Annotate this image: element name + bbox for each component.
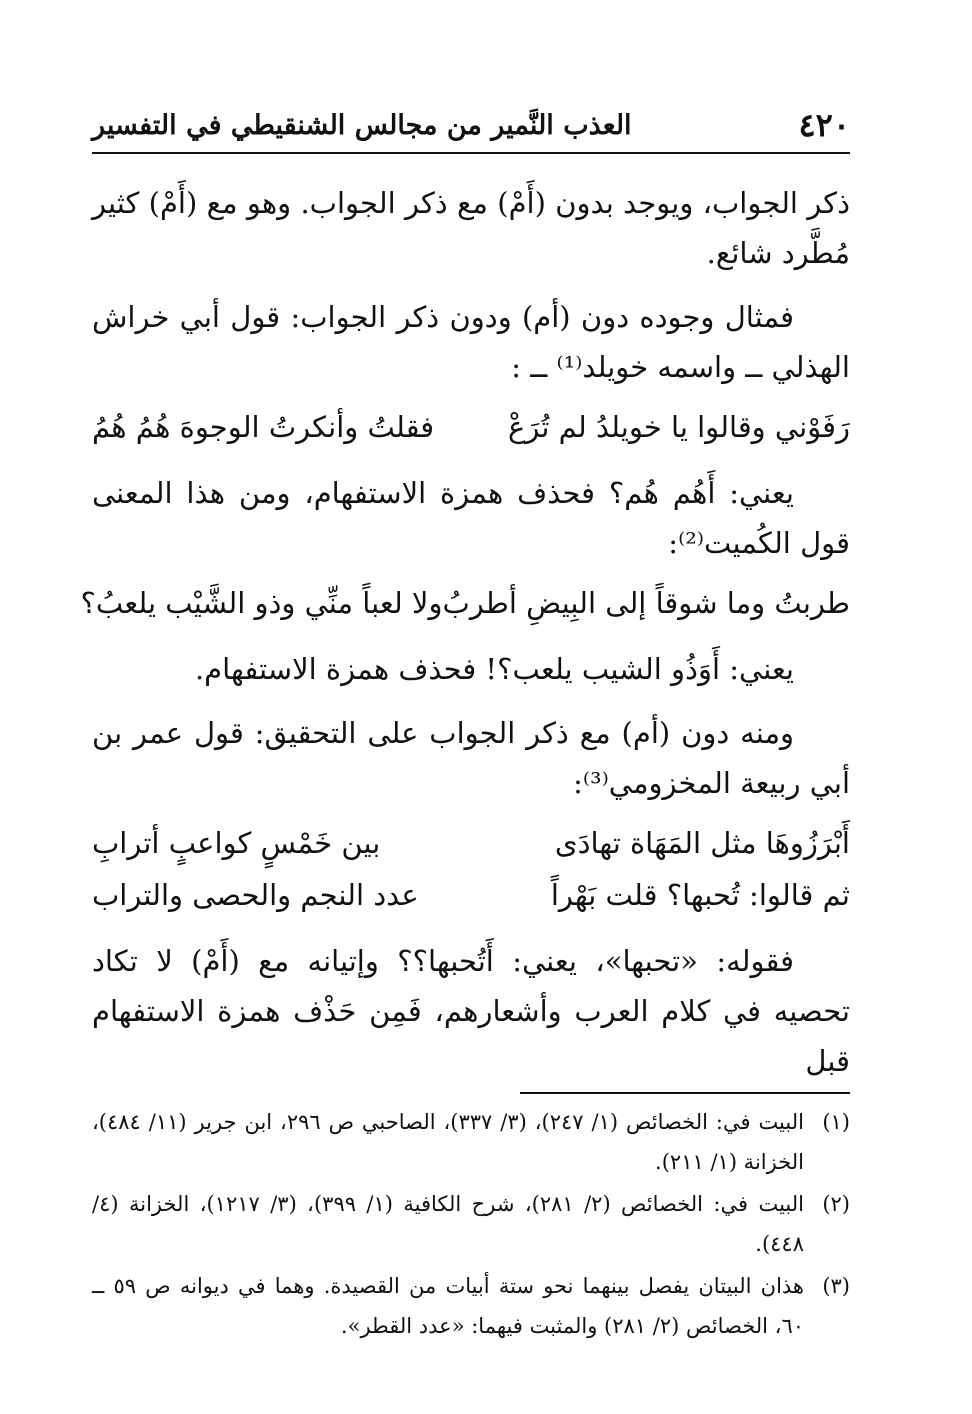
footnote [92,1266,850,1346]
footnote-text: البيت في: الخصائص (٢/ ٢٨١)، شرح الكافية (١/ ٣٩٩)، (٣/ ١٢١٧)، الخزانة (٤/ ٤٤٨). [92,1192,804,1256]
header-divider [92,152,850,154]
running-title: العذب النَّمير من مجالس الشنقيطي في التفسير [92,110,632,141]
verse-second-hemistich: عدد النجم والحصى والتراب [92,878,419,912]
footnote-marker: (٢) [822,1192,850,1216]
verse-first-hemistich: ثم قالوا: تُحبها؟ قلت بَهْراً [550,878,850,912]
footnote-divider [520,1092,850,1094]
footnote-marker: (١) [822,1110,850,1134]
verse-first-hemistich: طربتُ وما شوقاً إلى البِيضِ أطربُ [442,586,850,620]
paragraph: ومنه دون (أم) مع ذكر الجواب على التحقيق: قول عمر بن أبي ربيعة المخزومي⁽³⁾: [92,716,850,800]
footnote [92,1184,850,1264]
verse-first-hemistich: أَبْرَزُوهَا مثل المَهَاة تهادَى [554,826,850,860]
footnote [92,1102,850,1182]
verse-first-hemistich: رَفَوْني وقالوا يا خويلدُ لم تُرَعْ [508,410,850,444]
verse-line [92,818,850,870]
page-header [92,106,850,152]
verse-second-hemistich: فقلتُ وأنكرتُ الوجوهَ هُمُ هُمُ [92,410,435,444]
footnotes [92,1102,850,1348]
verse-line [92,870,850,922]
verse-second-hemistich: بين خَمْسٍ كواعبٍ أترابِ [92,826,381,860]
footnote-text: هذان البيتان يفصل بينهما نحو ستة أبيات من القصيدة. وهما في ديوانه ص ٥٩ ــ ٦٠، الخصائص (٢/ ٢٨١) والمثبت فيهما: «عدد القطر». [92,1274,805,1338]
verse-line [80,578,850,630]
footnote-text: البيت في: الخصائص (١/ ٢٤٧)، (٣/ ٣٣٧)، الصاحبي ص ٢٩٦، ابن جرير (١١/ ٤٨٤)، الخزانة (١/ ٢١١). [92,1110,804,1174]
paragraph: يعني: أَهُم هُم؟ فحذف همزة الاستفهام، ومن هذا المعنى قول الكُميت⁽²⁾: [92,476,850,560]
main-text [80,178,850,1086]
page-number: ٤٢٠ [798,106,850,144]
verse-line [92,402,850,454]
paragraph: فمثال وجوده دون (أم) ودون ذكر الجواب: قول أبي خراش الهذلي ــ واسمه خويلد⁽¹⁾ ــ : [92,300,850,384]
footnote-marker: (٣) [822,1274,850,1298]
paragraph: فقوله: «تحبها»، يعني: أَتُحبها؟؟ وإتيانه مع (أَمْ) لا تكاد تحصيه في كلام العرب وأشعارهم، فَمِن حَذْف همزة الاستفهام قبل [92,944,850,1078]
verse-second-hemistich: ولا لعباً منِّي وذو الشَّيْب يلعبُ؟ [80,586,443,620]
paragraph: ذكر الجواب، ويوجد بدون (أَمْ) مع ذكر الجواب. وهو مع (أَمْ) كثير مُطَّرد شائع. [92,186,850,270]
paragraph: يعني: أَوَذُو الشيب يلعب؟! فحذف همزة الاستفهام. [194,652,794,686]
